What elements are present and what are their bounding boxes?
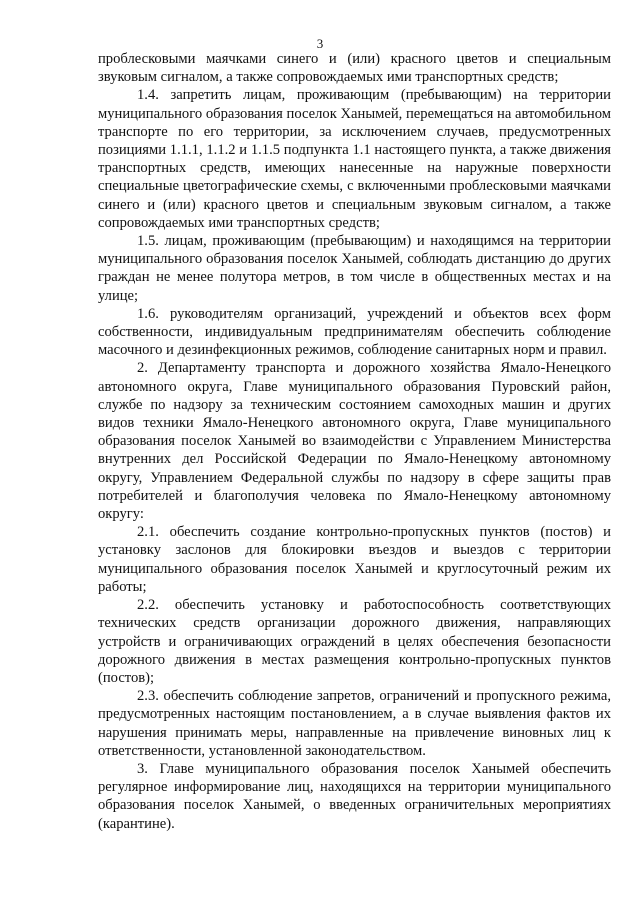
paragraph-1-6: 1.6. руководителям организаций, учреждений и объектов всех форм собственности, индивидуальным предпринимателям обеспечить соблюдение масочного и дезинфекционных режимов, соблюдение санитарных норм и правил. <box>98 305 611 359</box>
paragraph-1-5: 1.5. лицам, проживающим (пребывающим) и находящимся на территории муниципального образования поселок Ханымей, соблюдать дистанцию до других граждан не менее полутора метров, в том числе в общественных местах и на улице; <box>98 233 611 304</box>
paragraph-2-3: 2.3. обеспечить соблюдение запретов, ограничений и пропускного режима, предусмотренных настоящим постановлением, а в случае выявления фактов их нарушения принимать меры, направленные на привлечение виновных лиц к ответственности, установленной законодательством. <box>98 688 611 759</box>
page-number: 3 <box>316 36 324 51</box>
paragraph-2: 2. Департаменту транспорта и дорожного хозяйства Ямало-Ненецкого автономного округа, Главе муниципального образования Пуровский район, службе по надзору за техническим состоянием самоходных машин и других видов техники Ямало-Ненецкого автономного округа, Главе муниципального образования поселок Ханымей во взаимодействи с Управлением Министерства внутренних дел Российской Федерации по Ямало-Ненецкому автономному округу, Управлением Федеральной службы по надзору в сфере защиты прав потребителей и благополучия человека по Ямало-Ненецкому автономному округу: <box>98 360 611 523</box>
paragraph-2-2: 2.2. обеспечить установку и работоспособность соответствующих технических средств организации дорожного движения, направляющих устройств и ограничивающих ограждений в целях обеспечения безопасности дорожного движения в местах размещения контрольно-пропускных пунктов (постов); <box>98 597 611 686</box>
paragraph-2-1: 2.1. обеспечить создание контрольно-пропускных пунктов (постов) и установку заслонов для блокировки въездов и выездов с территории муниципального образования поселок Ханымей и круглосуточный режим их работы; <box>98 524 611 595</box>
paragraph-1-4: 1.4. запретить лицам, проживающим (пребывающим) на территории муниципального образования поселок Ханымей, перемещаться на автомобильном транспорте по его территории, за исключением случаев, предусмотренных позициями 1.1.1, 1.1.2 и 1.1.5 подпункта 1.1 настоящего пункта, а также движения транспортных средств, имеющих нанесенные на наружные поверхности специальные цветографические схемы, с включенными проблесковыми маячками синего и (или) красного цветов и специальным звуковым сигналом, а также сопровождаемых ими транспортных средств; <box>98 87 611 231</box>
document-body <box>98 50 611 833</box>
paragraph-3: 3. Главе муниципального образования поселок Ханымей обеспечить регулярное информирование лиц, находящихся на территории муниципального образования поселок Ханымей, о введенных ограничительных мероприятиях (карантине). <box>98 760 611 832</box>
paragraph-continuation: проблесковыми маячками синего и (или) красного цветов и специальным звуковым сигналом, а также сопровождаемых ими транспортных средств; <box>98 51 611 86</box>
